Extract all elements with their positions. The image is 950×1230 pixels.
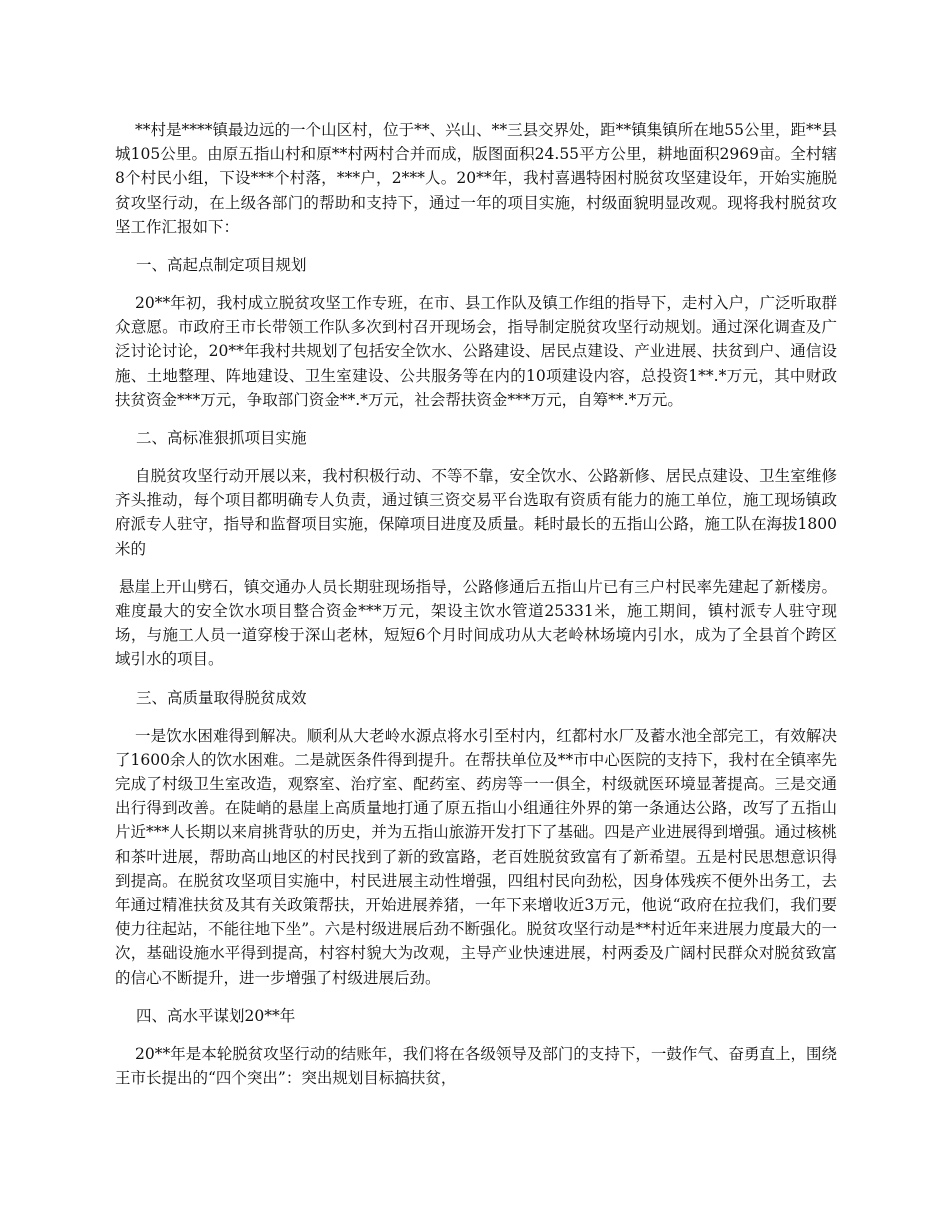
document-page bbox=[115, 118, 837, 1104]
section-4-heading: 四、高水平谋划20**年 bbox=[136, 1006, 296, 1025]
section-2-heading: 二、高标准狠抓项目实施 bbox=[136, 429, 307, 448]
section-4-paragraph: 20**年是本轮脱贫攻坚行动的结账年，我们将在各级领导及部门的支持下，一鼓作气、奋勇直上，围绕王市长提出的“四个突出”：突出规划目标搞扶贫， bbox=[115, 1044, 837, 1088]
section-2-paragraph-1: 自脱贫攻坚行动开展以来，我村积极行动、不等不靠，安全饮水、公路新修、居民点建设、卫生室维修齐头推动，每个项目都明确专人负责，通过镇三资交易平台选取有资质有能力的施工单位，施工现场镇政府派专人驻守，指导和监督项目实施，保障项目进度及质量。耗时最长的五指山公路，施工队在海拔1800米的 bbox=[115, 467, 837, 558]
section-2-paragraph-2: 悬崖上开山劈石，镇交通办人员长期驻现场指导，公路修通后五指山片已有三户村民率先建起了新楼房。难度最大的安全饮水项目整合资金***万元，架设主饮水管道25331米，施工期间，镇村派专人驻守现场，与施工人员一道穿梭于深山老林，短短6个月时间成功从大老岭林场境内引水，成为了全县首个跨区域引水的项目。 bbox=[115, 577, 837, 669]
section-3-heading: 三、高质量取得脱贫成效 bbox=[136, 688, 307, 707]
section-1-heading: 一、高起点制定项目规划 bbox=[136, 256, 307, 275]
section-1-paragraph: 20**年初，我村成立脱贫攻坚工作专班，在市、县工作队及镇工作组的指导下，走村入户，广泛听取群众意愿。市政府王市长带领工作队多次到村召开现场会，指导制定脱贫攻坚行动规划。通过深化调查及广泛讨论讨论，20**年我村共规划了包括安全饮水、公路建设、居民点建设、产业进展、扶贫到户、通信设施、土地整理、阵地建设、卫生室建设、公共服务等在内的10项建设内容，总投资1**.*万元，其中财政扶贫资金***万元，争取部门资金**.*万元，社会帮扶资金***万元，自筹**.*万元。 bbox=[115, 294, 837, 409]
section-3-paragraph: 一是饮水困难得到解决。顺利从大老岭水源点将水引至村内，红都村水厂及蓄水池全部完工，有效解决了1600余人的饮水困难。二是就医条件得到提升。在帮扶单位及**市中心医院的支持下，我村在全镇率先完成了村级卫生室改造，观察室、治疗室、配药室、药房等一一俱全，村级就医环境显著提高。三是交通出行得到改善。在陡峭的悬崖上高质量地打通了原五指山小组通往外界的第一条通达公路，改写了五指山片近***人长期以来肩挑背驮的历史，并为五指山旅游开发打下了基础。四是产业进展得到增强。通过核桃和茶叶进展，帮助高山地区的村民找到了新的致富路，老百姓脱贫致富有了新希望。五是村民思想意识得到提高。在脱贫攻坚项目实施中，村民进展主动性增强，四组村民向劲松，因身体残疾不便外出务工，去年通过精准扶贫及其有关政策帮扶，开始进展养猪，一年下来增收近3万元，他说“政府在拉我们，我们要使力往起站，不能往地下坐”。六是村级进展后劲不断强化。脱贫攻坚行动是**村近年来进展力度最大的一次，基础设施水平得到提高，村容村貌大为改观，主导产业快速进展，村两委及广阔村民群众对脱贫致富的信心不断提升，进一步增强了村级进展后劲。 bbox=[115, 726, 837, 987]
intro-paragraph: **村是****镇最边远的一个山区村，位于**、兴山、**三县交界处，距**镇集镇所在地55公里，距**县城105公里。由原五指山村和原**村两村合并而成，版图面积24.55平方公里，耕地面积2969亩。全村辖8个村民小组，下设***个村落，***户，2***人。20**年，我村喜遇特困村脱贫攻坚建设年，开始实施脱贫攻坚行动，在上级各部门的帮助和支持下，通过一年的项目实施，村级面貌明显改观。现将我村脱贫攻坚工作汇报如下： bbox=[115, 121, 837, 236]
